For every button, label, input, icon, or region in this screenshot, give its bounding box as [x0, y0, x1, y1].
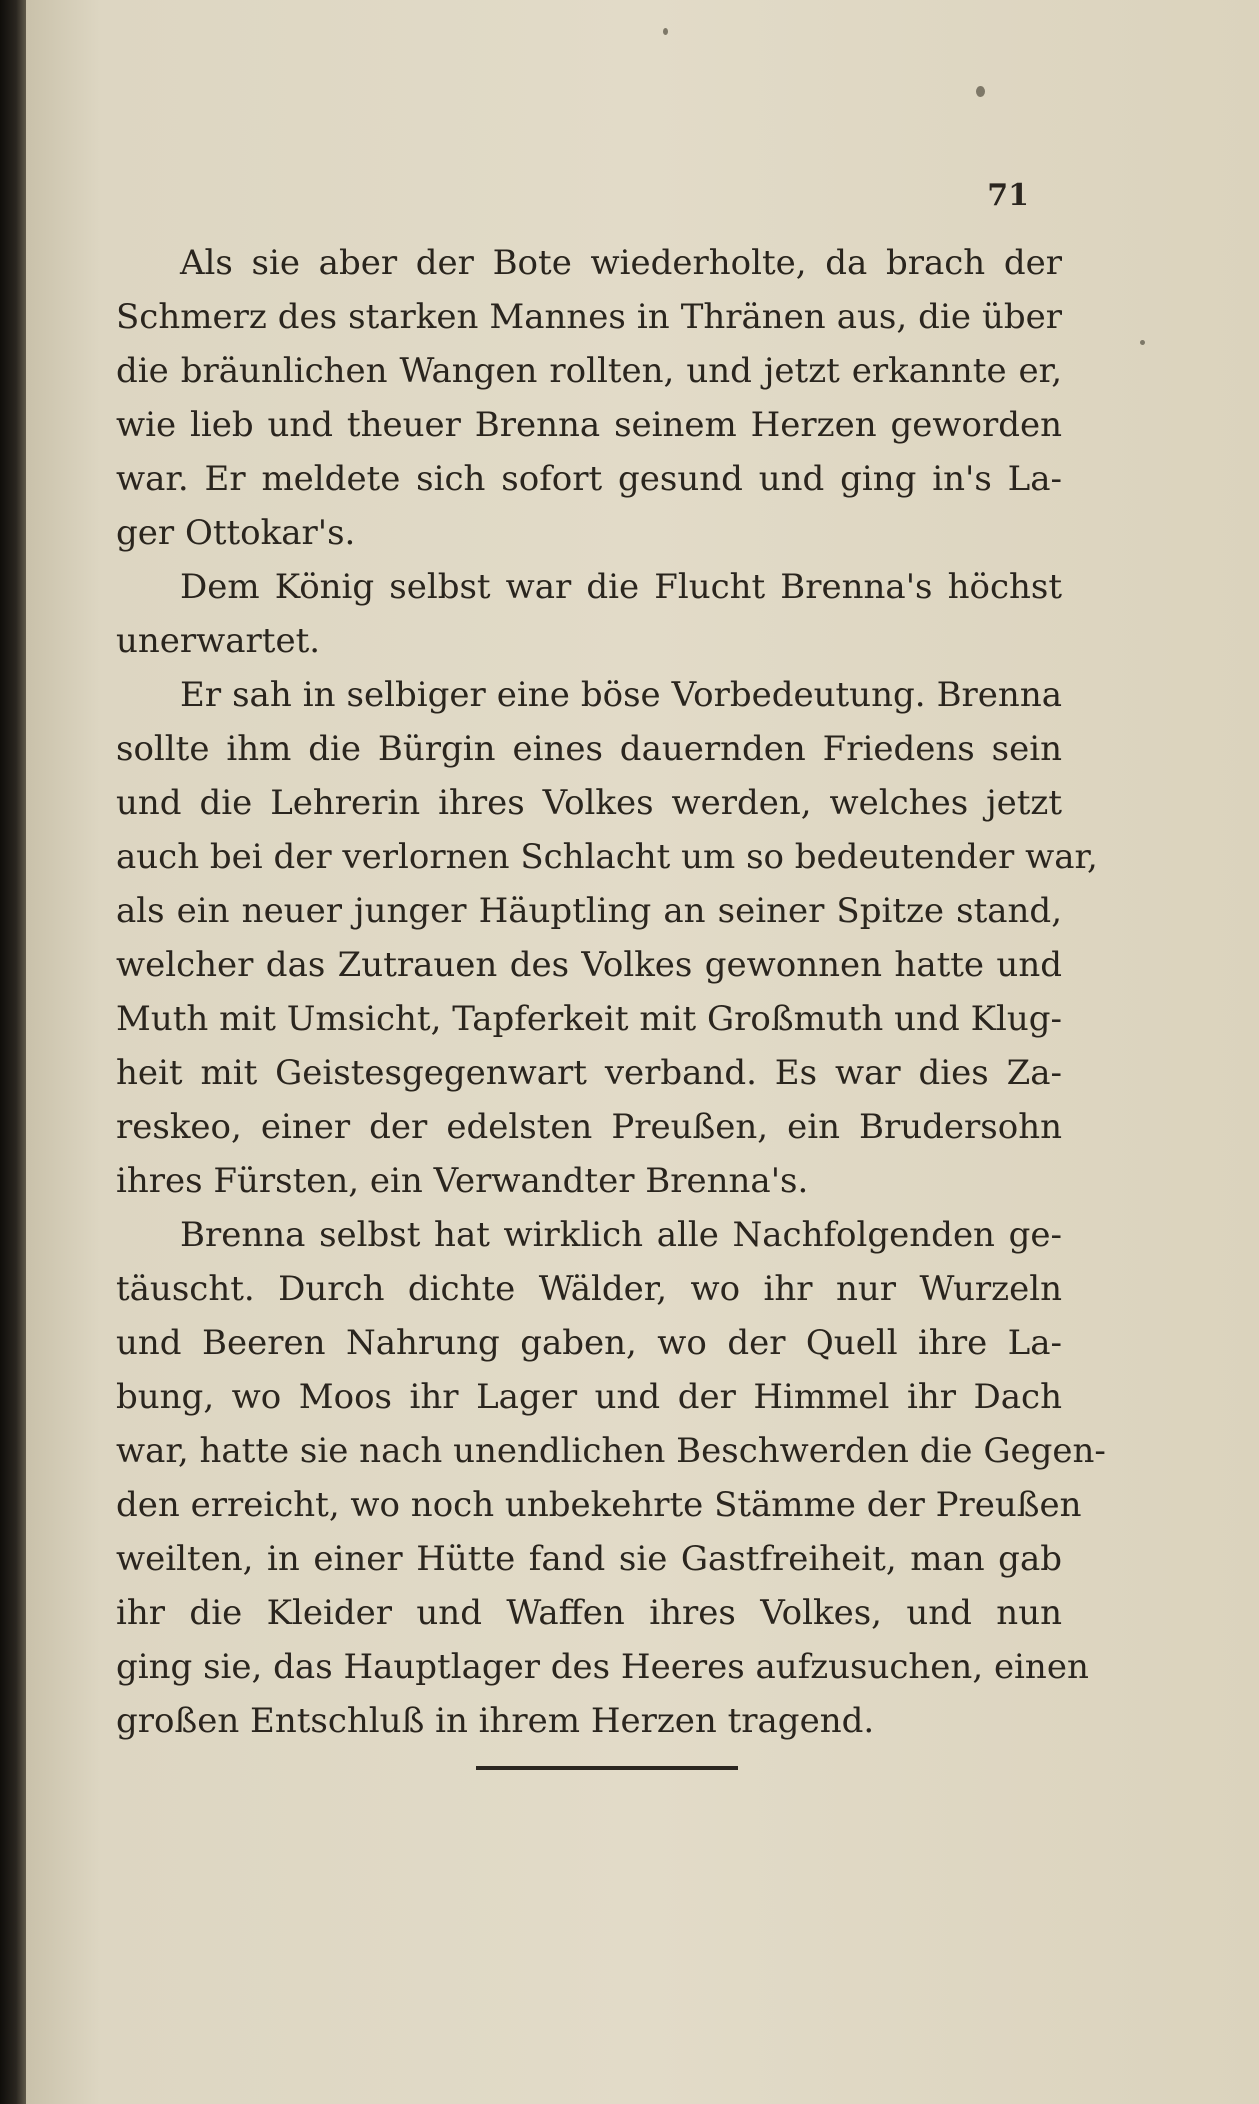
text-line: und die Lehrerin ihres Volkes werden, welches jetzt — [116, 783, 1062, 823]
body-text — [116, 236, 1106, 1748]
text-line: bung, wo Moos ihr Lager und der Himmel ihr Dach — [116, 1377, 1062, 1417]
text-line: als ein neuer junger Häuptling an seiner Spitze stand, — [116, 891, 1062, 931]
text-line: war. Er meldete sich sofort gesund und ging in's La- — [116, 459, 1062, 499]
text-line: auch bei der verlornen Schlacht um so bedeutender war, — [116, 837, 1098, 877]
text-line: Dem König selbst war die Flucht Brenna's höchst — [180, 567, 1062, 607]
text-line: Als sie aber der Bote wiederholte, da brach der — [180, 243, 1062, 283]
text-line: ger Ottokar's. — [116, 513, 356, 553]
text-line: sollte ihm die Bürgin eines dauernden Friedens sein — [116, 729, 1062, 769]
text-line: Muth mit Umsicht, Tapferkeit mit Großmuth und Klug- — [116, 999, 1062, 1039]
text-line: täuscht. Durch dichte Wälder, wo ihr nur Wurzeln — [116, 1269, 1062, 1309]
paper-speck — [976, 86, 985, 97]
text-line: ihr die Kleider und Waffen ihres Volkes, und nun — [116, 1593, 1062, 1633]
text-line: unerwartet. — [116, 621, 321, 661]
text-line: und Beeren Nahrung gaben, wo der Quell ihre La- — [116, 1323, 1062, 1363]
paper-speck — [663, 28, 668, 35]
text-line: Brenna selbst hat wirklich alle Nachfolgenden ge- — [180, 1215, 1062, 1255]
text-line: Schmerz des starken Mannes in Thränen aus, die über — [116, 297, 1062, 337]
text-line: ging sie, das Hauptlager des Heeres aufzusuchen, einen — [116, 1647, 1089, 1687]
paper-speck — [1140, 340, 1145, 345]
text-line: großen Entschluß in ihrem Herzen tragend. — [116, 1701, 875, 1741]
text-line: die bräunlichen Wangen rollten, und jetzt erkannte er, — [116, 351, 1062, 391]
text-line: reskeo, einer der edelsten Preußen, ein Brudersohn — [116, 1107, 1062, 1147]
book-page — [26, 0, 1259, 2104]
text-line: wie lieb und theuer Brenna seinem Herzen geworden — [116, 405, 1062, 445]
section-end-rule — [476, 1766, 738, 1770]
text-line: welcher das Zutrauen des Volkes gewonnen hatte und — [116, 945, 1062, 985]
text-line: Er sah in selbiger eine böse Vorbedeutung. Brenna — [180, 675, 1062, 715]
text-line: weilten, in einer Hütte fand sie Gastfreiheit, man gab — [116, 1539, 1062, 1579]
text-line: ihres Fürsten, ein Verwandter Brenna's. — [116, 1161, 809, 1201]
page-number: 71 — [987, 178, 1029, 213]
text-line: den erreicht, wo noch unbekehrte Stämme der Preußen — [116, 1485, 1082, 1525]
text-line: heit mit Geistesgegenwart verband. Es war dies Za- — [116, 1053, 1062, 1093]
text-line: war, hatte sie nach unendlichen Beschwerden die Gegen- — [116, 1431, 1106, 1471]
